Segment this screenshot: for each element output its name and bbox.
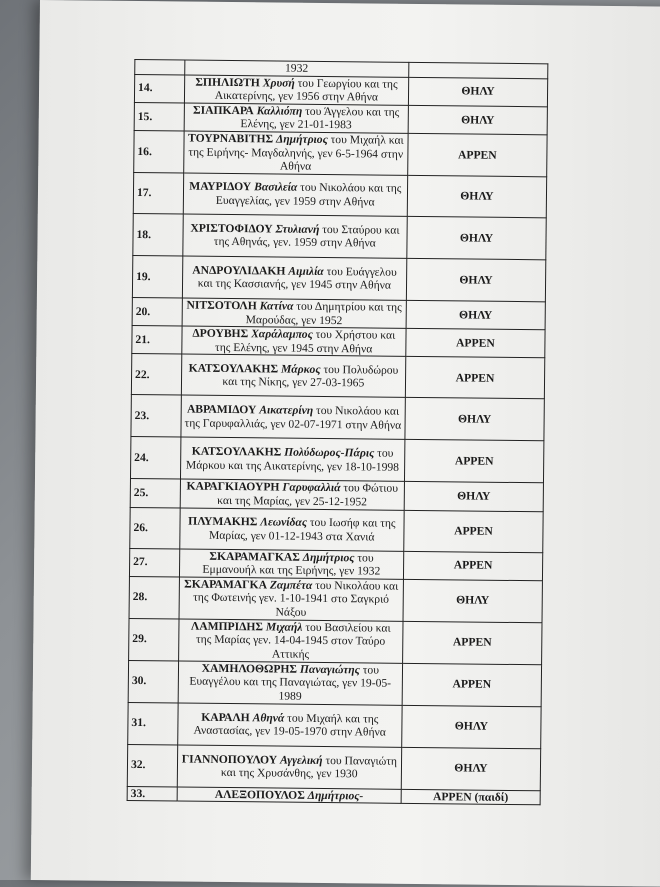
person-surname: ΣΙΑΠΚΑΡΑ — [193, 103, 254, 117]
row-number: 21. — [132, 326, 182, 355]
person-details: του Νικολάου και της Γαρυφαλλιάς, γεν 02-07-1971 στην Αθήνα — [185, 404, 402, 431]
person-firstname: Λεωνίδας — [260, 515, 307, 528]
person-gender: ΘΗΛΥ — [408, 77, 547, 107]
person-description — [183, 214, 408, 258]
table-row — [127, 786, 540, 805]
person-firstname: Δημήτριος — [303, 550, 355, 564]
person-firstname: Βασιλεία — [254, 181, 297, 194]
person-surname: ΑΛΕΞΟΠΟΥΛΟΣ — [215, 788, 305, 802]
person-surname: ΚΑΤΣΟΥΛΑΚΗΣ — [192, 445, 282, 459]
row-number: 27. — [129, 548, 179, 577]
person-firstname: Αγγελική — [280, 753, 323, 766]
person-surname: ΜΑΥΡΙΔΟΥ — [189, 180, 251, 194]
person-surname: ΚΑΡΑΛΗ — [201, 710, 250, 724]
person-details: του Βασιλείου και της Μαρίας γεν. 14-04-1945 στον Ταύρο Αττικής — [196, 621, 391, 661]
person-description — [177, 787, 401, 804]
person-description — [177, 745, 402, 789]
person-description — [184, 75, 409, 106]
person-details: του Ευαγγέλου και της Παναγιώτας, γεν 19-05-1989 — [189, 663, 391, 703]
person-firstname: Αιμιλία — [288, 264, 324, 277]
person-description — [182, 326, 407, 357]
person-description — [181, 354, 406, 397]
person-firstname: Δημήτριος- — [308, 789, 364, 803]
row-number: 26. — [130, 507, 180, 549]
person-surname: ΔΡΟΥΒΗΣ — [192, 327, 248, 341]
table-row — [133, 213, 546, 259]
row-number: 25. — [130, 479, 180, 508]
person-details: του Χρήστου και της Ελένης, γεν 1945 στην Αθήνα — [215, 328, 395, 355]
person-details: του Ευάγγελου και της Κασσιανής, γεν 1945 στην Αθήνα — [198, 265, 397, 292]
row-number: 32. — [127, 744, 177, 787]
person-surname: ΣΚΑΡΑΜΑΓΚΑΣ — [209, 549, 300, 563]
table-row — [130, 437, 543, 483]
table-row — [128, 660, 541, 706]
person-surname: ΑΒΡΑΜΙΔΟΥ — [187, 403, 257, 417]
table-row — [129, 618, 542, 664]
table-row — [131, 354, 544, 399]
person-gender: ΘΗΛΥ — [406, 258, 545, 301]
person-surname: ΧΡΙΣΤΟΦΙΔΟΥ — [190, 221, 272, 235]
person-description — [178, 619, 403, 663]
table-row — [134, 130, 547, 176]
person-surname: ΣΠΗΛΙΩΤΗ — [195, 75, 260, 89]
person-gender: ΑΡΡΕΝ (παιδί) — [401, 789, 540, 805]
person-details: του Άγγελου και της Ελένης, γεν 21-01-1983 — [240, 105, 399, 132]
person-surname: ΓΙΑΝΝΟΠΟΥΛΟΥ — [182, 752, 277, 766]
table-row — [132, 326, 545, 359]
person-details: του Μιχαήλ και της Ειρήνης- Μαγδαληνής, γεν 6-5-1964 στην Αθήνα — [188, 133, 403, 173]
person-details: του Ιωσήφ και της Μαρίας, γεν 01-12-1943 στα Χανιά — [209, 516, 396, 543]
row-number: 28. — [129, 576, 179, 619]
table-row — [134, 102, 547, 135]
person-surname: ΛΑΜΠΡΙΔΗΣ — [191, 619, 263, 633]
person-description — [180, 479, 405, 510]
table-row — [130, 479, 543, 512]
person-firstname: Στυλιανή — [276, 222, 320, 235]
person-details: του Νικολάου και της Φωτεινής γεν. 1-10-1941 στο Σαγκριό Νάξου — [193, 579, 398, 619]
registry-table-body — [127, 59, 548, 805]
person-surname: ΧΑΜΗΛΟΘΩΡΗΣ — [202, 662, 297, 676]
person-gender: ΘΗΛΥ — [406, 300, 545, 330]
person-firstname: Μιχαήλ — [266, 620, 303, 633]
row-number: 20. — [132, 297, 182, 326]
table-row — [132, 255, 545, 301]
table-row — [133, 172, 546, 217]
person-gender: ΑΡΡΕΝ — [404, 510, 543, 552]
table-row — [127, 744, 540, 790]
person-description — [183, 173, 408, 216]
person-gender: ΘΗΛΥ — [408, 105, 547, 135]
row-number: 15. — [134, 102, 184, 131]
person-gender: ΘΗΛΥ — [407, 175, 546, 217]
row-number: 14. — [134, 74, 184, 103]
person-description — [179, 549, 404, 580]
person-details: του Δημητρίου και της Μαρούδας, γεν 1952 — [246, 300, 402, 327]
person-firstname: Δημήτριος — [276, 133, 328, 147]
person-gender: ΑΡΡΕΝ — [402, 663, 541, 706]
person-description — [183, 131, 408, 175]
row-number: 31. — [128, 702, 178, 745]
person-surname: ΑΝΔΡΟΥΛΙΔΑΚΗ — [192, 263, 285, 277]
person-firstname: Πολύδωρος-Πάρις — [284, 446, 374, 460]
person-details: του Φώτιου και της Μαρίας, γεν 25-12-1952 — [217, 482, 398, 509]
person-details: 1932 — [285, 62, 308, 75]
person-firstname: Μάρκος — [281, 362, 321, 375]
table-row — [128, 702, 541, 748]
row-number: 16. — [134, 130, 184, 173]
person-details: του Μάρκου και της Αικατερίνης, γεν 18-10-1998 — [186, 447, 399, 474]
person-surname: ΚΑΤΣΟΥΛΑΚΗΣ — [189, 361, 279, 375]
person-description — [180, 437, 405, 481]
table-row — [131, 395, 544, 441]
person-gender: ΑΡΡΕΝ — [403, 621, 542, 664]
person-firstname: Αθηνά — [253, 711, 285, 724]
table-row — [132, 297, 545, 330]
person-description — [177, 703, 402, 747]
person-gender: ΑΡΡΕΝ — [406, 329, 545, 359]
registry-table — [127, 59, 549, 806]
person-gender: ΘΗΛΥ — [404, 482, 543, 512]
person-firstname: Κατίνα — [260, 299, 294, 312]
person-description — [179, 577, 404, 621]
person-firstname: Χρυσή — [263, 76, 295, 89]
row-number — [135, 59, 185, 74]
person-details: του Σταύρου και της Αθηνάς, γεν. 1959 στην Αθήνα — [214, 223, 400, 250]
person-description — [179, 508, 404, 551]
person-description — [178, 661, 403, 705]
row-number: 29. — [129, 618, 179, 661]
row-number: 23. — [131, 395, 181, 438]
person-firstname: Χαράλαμπος — [251, 327, 313, 341]
table-row — [134, 74, 547, 107]
person-gender: ΘΗΛΥ — [405, 398, 544, 441]
person-details: του Πολυδώρου και της Νίκης, γεν 27-03-1965 — [222, 363, 398, 390]
person-firstname: Ζαμπέτα — [270, 578, 313, 591]
person-details: του Εμμανουήλ και της Ειρήνης, γεν 1932 — [202, 551, 380, 578]
person-description — [182, 298, 407, 329]
person-surname: ΚΑΡΑΓΚΙΑΟΥΡΗ — [186, 480, 279, 494]
row-number: 19. — [132, 255, 182, 298]
document-page — [31, 0, 660, 887]
person-gender — [409, 62, 548, 78]
person-firstname: Αικατερίνη — [259, 404, 313, 418]
person-description — [181, 395, 406, 439]
person-firstname: Καλλιόπη — [257, 104, 303, 117]
person-description — [182, 256, 407, 300]
row-number: 33. — [127, 786, 177, 801]
row-number: 18. — [133, 213, 183, 256]
person-surname: ΣΚΑΡΑΜΑΓΚΑ — [184, 577, 267, 591]
row-number: 24. — [130, 437, 180, 480]
person-gender: ΑΡΡΕΝ — [404, 440, 543, 483]
person-gender: ΘΗΛΥ — [407, 216, 546, 259]
person-details: του Νικολάου και της Ευαγγελίας, γεν 1959 στην Αθήνα — [216, 181, 402, 208]
row-number: 17. — [133, 172, 183, 214]
person-gender: ΑΡΡΕΝ — [405, 357, 544, 399]
person-firstname: Γαρυφαλλιά — [282, 481, 340, 495]
person-surname: ΠΛΥΜΑΚΗΣ — [188, 515, 257, 529]
table-row — [129, 548, 542, 581]
person-gender: ΑΡΡΕΝ — [403, 551, 542, 581]
person-gender: ΘΗΛΥ — [402, 705, 541, 748]
person-description — [184, 103, 409, 134]
person-details: του Μιχαήλ και της Αναστασίας, γεν 19-05-1970 στην Αθήνα — [193, 711, 385, 739]
person-gender: ΘΗΛΥ — [403, 579, 542, 622]
person-firstname: Παναγιώτης — [300, 663, 360, 677]
person-details: του Παναγιώτη και της Χρυσάνθης, γεν 1930 — [221, 754, 397, 781]
row-number: 22. — [131, 354, 181, 396]
person-gender: ΑΡΡΕΝ — [408, 133, 547, 176]
person-surname: ΝΙΤΣΟΤΟΛΗ — [186, 299, 256, 313]
person-details: του Γεωργίου και της Αικατερίνης, γεν 1956 στην Αθήνα — [215, 76, 398, 103]
table-row — [129, 576, 542, 622]
person-surname: ΤΟΥΡΝΑΒΙΤΗΣ — [188, 132, 273, 146]
person-gender: ΘΗΛΥ — [401, 747, 540, 790]
table-row — [130, 507, 543, 552]
row-number: 30. — [128, 660, 178, 703]
